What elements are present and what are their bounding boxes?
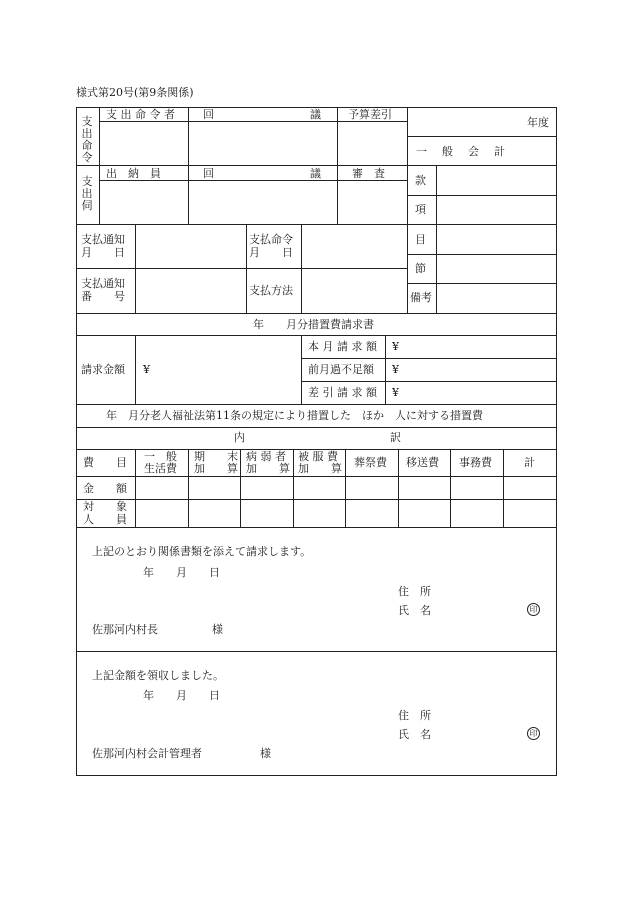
receipt-seal-icon: 印 bbox=[527, 727, 540, 740]
receipt-address-label: 住 所 bbox=[398, 709, 431, 722]
moku-label: 目 bbox=[415, 233, 426, 246]
receipt-date: 年 月 日 bbox=[143, 689, 220, 702]
request-title: 年 月分措置費請求書 bbox=[253, 318, 374, 331]
col-hifuku-header-2: 加 算 bbox=[298, 462, 342, 475]
yosan-sabiki-header: 予算差引 bbox=[348, 108, 392, 121]
form-title: 様式第20号(第9条関係) bbox=[76, 86, 194, 99]
meirei-date-label-1: 支払命令 bbox=[249, 233, 293, 246]
receipt-recipient: 佐那河内村会計管理者 bbox=[92, 747, 202, 760]
col-jimu-header: 事務費 bbox=[459, 456, 492, 469]
suitou-in-header: 出 納 員 bbox=[106, 167, 161, 180]
shishutsu-meirei-sha-header: 支 出 命 令 者 bbox=[106, 108, 175, 121]
kai2-header: 回 bbox=[203, 167, 214, 180]
meirei-date-label-2: 月 日 bbox=[249, 246, 293, 259]
ippan-kaikei-label: 一 般 会 計 bbox=[416, 145, 507, 158]
col-byoujaku-header-1: 病 弱 者 bbox=[246, 450, 286, 463]
tsuchi-date-label-1: 支払通知 bbox=[81, 233, 125, 246]
claim-name-label: 氏 名 bbox=[398, 604, 431, 617]
sabiki-label: 差 引 請 求 額 bbox=[308, 386, 377, 399]
col-hifuku-header-1: 被 服 費 bbox=[298, 450, 338, 463]
col-ippan-header-2: 生活費 bbox=[144, 462, 177, 475]
claim-seal-icon: 印 bbox=[527, 603, 540, 616]
seikyu-kingaku-label: 請求金額 bbox=[81, 363, 125, 376]
kan-label: 款 bbox=[415, 174, 426, 187]
row-taishou-label-1: 対 象 bbox=[83, 500, 127, 513]
nendo-label: 年度 bbox=[527, 116, 549, 129]
kai-header: 回 bbox=[203, 108, 214, 121]
uchi-label: 内 bbox=[234, 431, 245, 444]
zengetsu-yen: ¥ bbox=[392, 363, 399, 376]
claim-date: 年 月 日 bbox=[143, 566, 220, 579]
receipt-sama: 様 bbox=[260, 747, 271, 760]
hongetsu-label: 本 月 請 求 額 bbox=[308, 340, 377, 353]
col-hi-header: 費 目 bbox=[83, 456, 127, 469]
houhou-label: 支払方法 bbox=[249, 284, 293, 297]
law-line: 年 月分老人福祉法第11条の規定により措置した ほか 人に対する措置費 bbox=[106, 409, 483, 422]
col-kimatsu-header-1: 期 末 bbox=[194, 450, 238, 463]
gi-header: 議 bbox=[310, 108, 321, 121]
col-byoujaku-header-2: 加 算 bbox=[246, 462, 290, 475]
shinsa-header: 審 査 bbox=[352, 167, 385, 180]
shishutsu-meirei-label: 支出命令 bbox=[81, 115, 93, 164]
kou-label: 項 bbox=[415, 203, 426, 216]
setsu-label: 節 bbox=[415, 262, 426, 275]
wake-label: 訳 bbox=[390, 431, 401, 444]
tsuchi-no-label-1: 支払通知 bbox=[81, 277, 125, 290]
col-kimatsu-header-2: 加 算 bbox=[194, 462, 238, 475]
col-sousai-header: 葬祭費 bbox=[354, 456, 387, 469]
sabiki-yen: ¥ bbox=[392, 386, 399, 399]
col-kei-header: 計 bbox=[524, 456, 535, 469]
row-taishou-label-2: 人 員 bbox=[83, 513, 127, 526]
claim-sama: 様 bbox=[212, 623, 223, 636]
claim-recipient: 佐那河内村長 bbox=[92, 623, 158, 636]
claim-statement: 上記のとおり関係書類を添えて請求します。 bbox=[92, 545, 312, 558]
hongetsu-yen: ¥ bbox=[392, 340, 399, 353]
seikyu-yen: ¥ bbox=[143, 363, 150, 376]
col-isou-header: 移送費 bbox=[406, 456, 439, 469]
receipt-name-label: 氏 名 bbox=[398, 728, 431, 741]
receipt-statement: 上記金額を領収しました。 bbox=[92, 669, 224, 682]
row-kingaku-label: 金 額 bbox=[83, 482, 127, 495]
gi2-header: 議 bbox=[310, 167, 321, 180]
zengetsu-label: 前月過不足額 bbox=[308, 363, 374, 376]
col-ippan-header-1: 一 般 bbox=[144, 450, 177, 463]
tsuchi-no-label-2: 番 号 bbox=[81, 290, 125, 303]
bikou-label: 備考 bbox=[410, 291, 432, 304]
claim-address-label: 住 所 bbox=[398, 585, 431, 598]
tsuchi-date-label-2: 月 日 bbox=[81, 246, 125, 259]
shishutsu-ukagai-label: 支出伺 bbox=[81, 175, 93, 212]
